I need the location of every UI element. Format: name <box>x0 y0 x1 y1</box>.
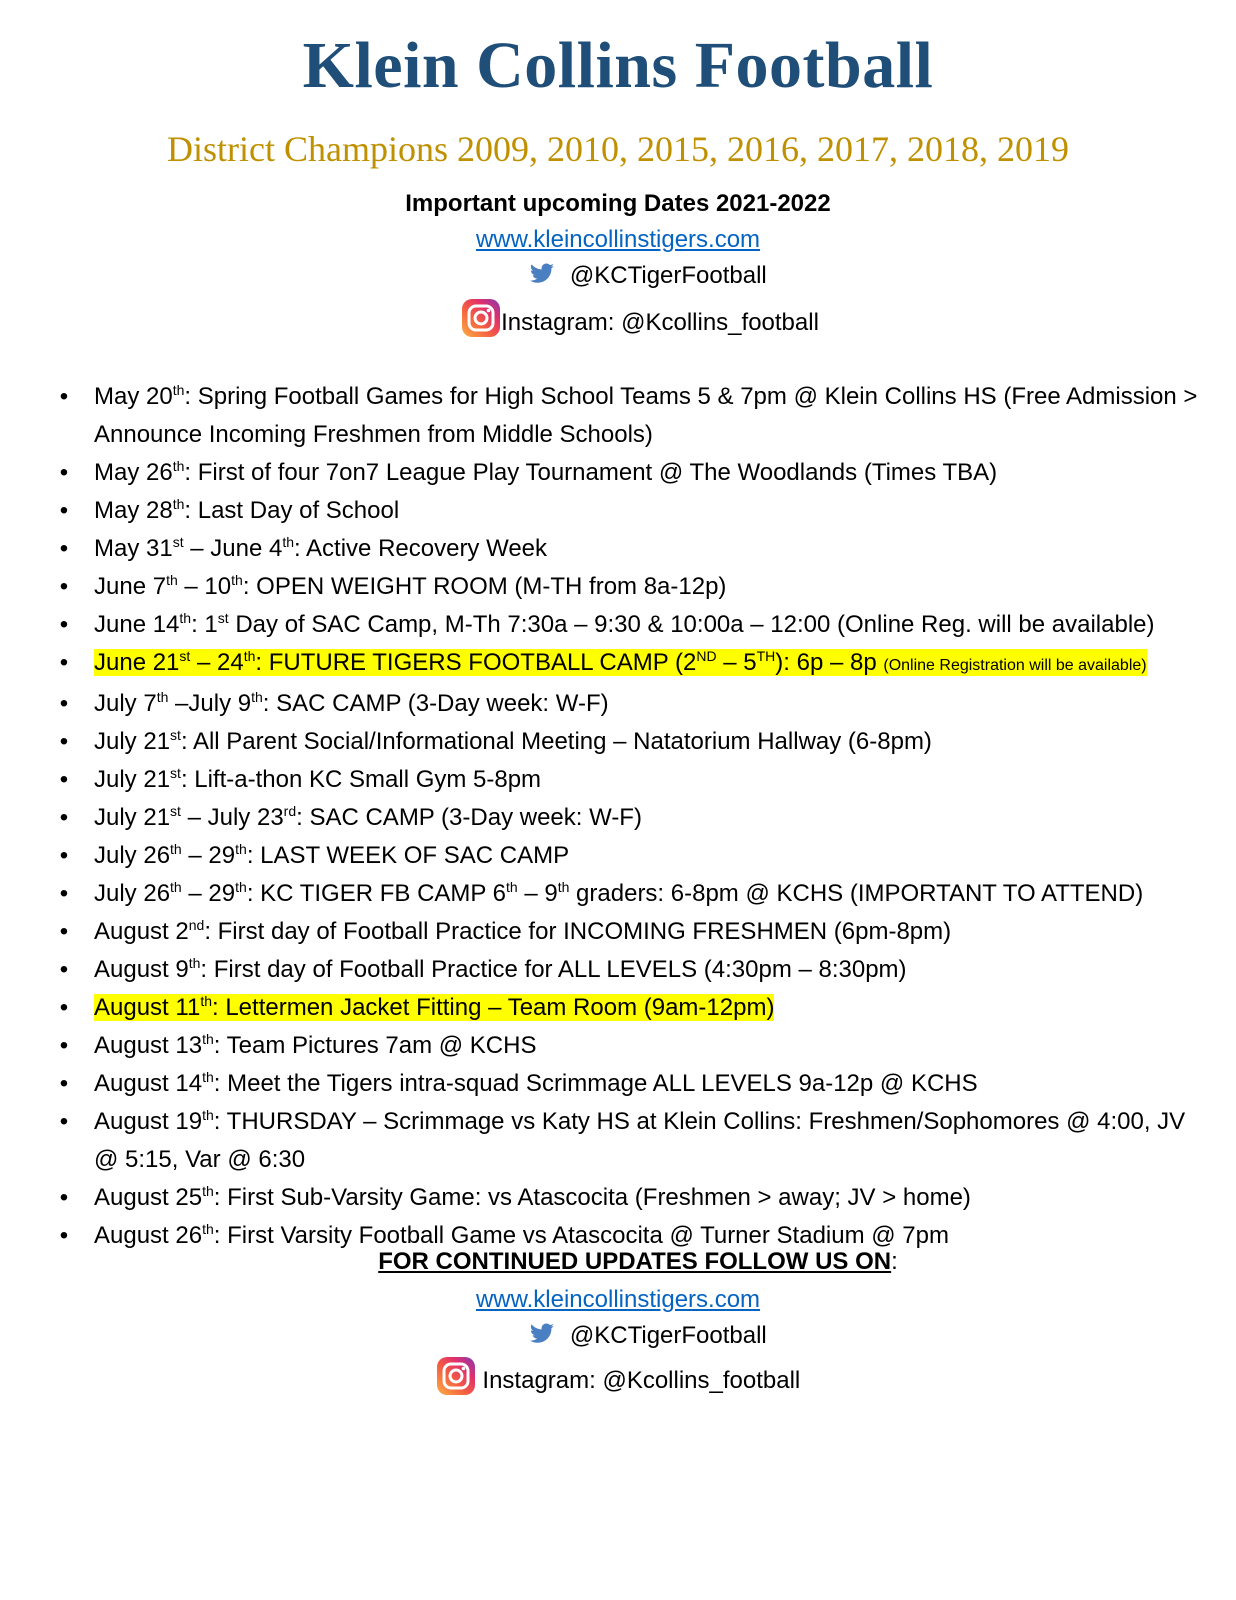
ordinal-suffix: ND <box>696 648 717 664</box>
event-item <box>58 837 1208 875</box>
event-text-part: : First Varsity Football Game vs Atascocita @ Turner Stadium @ 7pm <box>213 1222 949 1249</box>
ordinal-suffix: th <box>202 1221 214 1237</box>
header-twitter-handle[interactable]: @KCTigerFootball <box>569 262 767 289</box>
event-text-part: : First Sub-Varsity Game: vs Atascocita (Freshmen > away; JV > home) <box>213 1184 971 1211</box>
dates-heading: Important upcoming Dates 2021-2022 <box>405 190 831 217</box>
footer-twitter-handle[interactable]: @KCTigerFootball <box>569 1322 767 1349</box>
bullet-icon: • <box>59 573 69 600</box>
event-text-part: : SAC CAMP (3-Day week: W-F) <box>262 690 609 717</box>
event-text-part: June 21 <box>94 649 180 676</box>
ordinal-suffix: rd <box>283 803 297 819</box>
bullet-icon: • <box>59 956 69 983</box>
ordinal-suffix: th <box>505 879 518 895</box>
bullet-icon: • <box>59 804 69 831</box>
event-item <box>58 951 1208 989</box>
event-text-part: : LAST WEEK OF SAC CAMP <box>246 842 570 869</box>
event-text <box>94 880 1143 907</box>
bullet-icon: • <box>59 459 69 486</box>
twitter-bird-icon <box>529 263 555 285</box>
event-text <box>94 1184 971 1211</box>
bullet-icon: • <box>59 383 69 410</box>
page-title: Klein Collins Football <box>302 29 934 102</box>
event-text-part: : First day of Football Practice for ALL LEVELS (4:30pm – 8:30pm) <box>200 956 907 983</box>
bullet-icon: • <box>59 880 69 907</box>
event-text-part: – July 23 <box>180 804 284 831</box>
instagram-icon <box>461 298 501 338</box>
bullet-icon: • <box>59 1032 69 1059</box>
event-text-part: July 7 <box>94 690 157 717</box>
event-text-part: May 31 <box>94 535 173 562</box>
ordinal-suffix: TH <box>756 648 776 664</box>
ordinal-suffix: st <box>170 803 181 819</box>
ordinal-suffix: th <box>170 841 182 857</box>
updates-colon: : <box>891 1248 898 1275</box>
event-text-part: June 7 <box>94 573 167 600</box>
event-text-part: – 29 <box>181 842 236 869</box>
event-text-part: : First day of Football Practice for INCOMING FRESHMEN (6pm-8pm) <box>204 918 952 945</box>
event-text-part: : Meet the Tigers intra-squad Scrimmage ALL LEVELS 9a-12p @ KCHS <box>213 1070 978 1097</box>
event-text <box>94 804 642 831</box>
event-item <box>58 761 1208 799</box>
registration-note: (Online Registration will be available) <box>883 657 1147 674</box>
event-text-part: July 26 <box>94 880 171 907</box>
event-text-part: August 25 <box>94 1184 203 1211</box>
event-text-part: – June 4 <box>183 535 283 562</box>
event-text <box>94 383 1197 448</box>
event-text-part: : Team Pictures 7am @ KCHS <box>213 1032 537 1059</box>
bullet-icon: • <box>59 1070 69 1097</box>
event-text-part: July 21 <box>94 804 171 831</box>
ordinal-suffix: th <box>282 534 295 550</box>
event-text <box>94 1108 1185 1173</box>
ordinal-suffix: th <box>200 993 212 1009</box>
event-text-part: : OPEN WEIGHT ROOM (M-TH from 8a-12p) <box>242 573 727 600</box>
bullet-icon: • <box>59 1222 69 1249</box>
event-text-part: – 24 <box>190 649 244 676</box>
bullet-icon: • <box>59 728 69 755</box>
ordinal-suffix: th <box>179 610 192 626</box>
event-item <box>58 530 1208 568</box>
bullet-icon: • <box>59 994 69 1021</box>
ordinal-suffix: st <box>179 648 191 664</box>
ordinal-suffix: th <box>172 382 185 398</box>
bullet-icon: • <box>59 535 69 562</box>
event-text <box>94 1032 536 1059</box>
event-text-part: : FUTURE TIGERS FOOTBALL CAMP (2 <box>255 649 697 676</box>
events-list <box>58 378 1208 1255</box>
bullet-icon: • <box>59 497 69 524</box>
ordinal-suffix: th <box>235 841 247 857</box>
ordinal-suffix: th <box>172 496 185 512</box>
event-item <box>58 1065 1208 1103</box>
footer-instagram-row <box>0 1356 1236 1396</box>
event-item <box>58 454 1208 492</box>
event-text-part: August 11 <box>94 994 201 1021</box>
event-text-part: : THURSDAY – Scrimmage vs Katy HS at Klein Collins: Freshmen/Sophomores @ 4:00, JV @ 5:15, Var @ 6:30 <box>94 1108 1186 1173</box>
ordinal-suffix: st <box>170 765 181 781</box>
ordinal-suffix: th <box>172 458 185 474</box>
ordinal-suffix: th <box>251 689 263 705</box>
ordinal-suffix: th <box>235 879 247 895</box>
bullet-icon: • <box>59 690 69 717</box>
event-item <box>58 723 1208 761</box>
ordinal-suffix: th <box>202 1069 214 1085</box>
header-instagram-handle[interactable]: Instagram: @Kcollins_football <box>501 309 819 336</box>
bullet-icon: • <box>59 611 69 638</box>
event-text-part: Day of SAC Camp, M-Th 7:30a – 9:30 & 10:00a – 12:00 (Online Reg. will be available) <box>228 611 1155 638</box>
event-item <box>58 1027 1208 1065</box>
footer-website-link[interactable]: www.kleincollinstigers.com <box>475 1286 761 1313</box>
ordinal-suffix: th <box>231 572 243 588</box>
event-text <box>94 649 1147 676</box>
event-text <box>94 728 932 755</box>
event-item <box>58 1179 1208 1217</box>
event-text-part: : Last Day of School <box>184 497 400 524</box>
header-website-row <box>0 226 1236 254</box>
event-text <box>94 535 547 562</box>
event-text-part: graders: 6-8pm @ KCHS (IMPORTANT TO ATTEND) <box>569 880 1144 907</box>
event-text-part: : Spring Football Games for High School Teams 5 & 7pm @ Klein Collins HS (Free Admission > Announce Incoming Freshmen from Middle Schools) <box>94 383 1198 448</box>
event-text-part: : SAC CAMP (3-Day week: W-F) <box>296 804 642 831</box>
event-text-part: July 21 <box>94 766 171 793</box>
ordinal-suffix: th <box>202 1183 214 1199</box>
event-text-part: – 5 <box>716 649 757 676</box>
event-text-part: August 26 <box>94 1222 203 1249</box>
updates-row <box>0 1248 1236 1276</box>
event-text <box>94 690 609 717</box>
event-text-part: : KC TIGER FB CAMP 6 <box>246 880 506 907</box>
event-item <box>58 378 1208 454</box>
ordinal-suffix: th <box>166 572 178 588</box>
event-text-part: August 14 <box>94 1070 203 1097</box>
updates-label: FOR CONTINUED UPDATES FOLLOW US ON <box>378 1248 892 1275</box>
event-text-part: – 10 <box>177 573 232 600</box>
event-item <box>58 1103 1208 1179</box>
ordinal-suffix: st <box>170 727 181 743</box>
event-item <box>58 492 1208 530</box>
ordinal-suffix: th <box>156 689 169 705</box>
ordinal-suffix: th <box>243 648 256 664</box>
twitter-bird-icon <box>529 1323 555 1345</box>
ordinal-suffix: th <box>557 879 570 895</box>
bullet-icon: • <box>59 766 69 793</box>
footer-twitter-row <box>0 1322 1236 1350</box>
page-subtitle: District Champions 2009, 2010, 2015, 2016, 2017, 2018, 2019 <box>167 129 1069 169</box>
event-text-part: – 29 <box>181 880 236 907</box>
event-text <box>94 1070 978 1097</box>
event-text <box>94 1222 949 1249</box>
header-twitter-row <box>0 262 1236 290</box>
event-text-part: July 26 <box>94 842 171 869</box>
event-text-part: – 9 <box>517 880 558 907</box>
ordinal-suffix: th <box>188 955 201 971</box>
footer-instagram-handle[interactable]: Instagram: @Kcollins_football <box>482 1367 801 1394</box>
event-text-part: August 19 <box>94 1108 203 1135</box>
bullet-icon: • <box>59 649 69 676</box>
ordinal-suffix: th <box>202 1031 214 1047</box>
event-text-part: August 13 <box>94 1032 203 1059</box>
event-text <box>94 918 951 945</box>
ordinal-suffix: st <box>172 534 184 550</box>
event-text-part: –July 9 <box>168 690 252 717</box>
event-text <box>94 573 726 600</box>
event-text-part: : Lettermen Jacket Fitting – Team Room (9am-12pm) <box>212 994 775 1021</box>
event-text-part: May 26 <box>94 459 173 486</box>
ordinal-suffix: th <box>202 1107 214 1123</box>
event-text <box>94 956 907 983</box>
bullet-icon: • <box>59 1108 69 1135</box>
event-item <box>58 913 1208 951</box>
ordinal-suffix: nd <box>188 917 205 933</box>
ordinal-suffix: th <box>170 879 182 895</box>
event-text-part: June 14 <box>94 611 180 638</box>
event-item <box>58 644 1208 685</box>
instagram-icon <box>436 1356 476 1396</box>
event-text-part: August 9 <box>94 956 189 983</box>
event-item <box>58 989 1208 1027</box>
event-text <box>94 497 399 524</box>
footer-website-row <box>0 1286 1236 1314</box>
event-item <box>58 568 1208 606</box>
ordinal-suffix: st <box>217 610 229 626</box>
event-text-part: May 28 <box>94 497 173 524</box>
header-instagram-row <box>0 298 1236 338</box>
event-item <box>58 875 1208 913</box>
event-text <box>94 994 774 1021</box>
event-item <box>58 606 1208 644</box>
event-text-part: : Lift-a-thon KC Small Gym 5-8pm <box>180 766 542 793</box>
event-text <box>94 611 1155 638</box>
event-text-part: : First of four 7on7 League Play Tournament @ The Woodlands (Times TBA) <box>184 459 998 486</box>
event-text-part: ): 6p – 8p <box>775 649 877 676</box>
bullet-icon: • <box>59 1184 69 1211</box>
event-text-part: : 1 <box>191 611 218 638</box>
event-text <box>94 842 569 869</box>
event-text <box>94 459 997 486</box>
event-text-part: : All Parent Social/Informational Meeting – Natatorium Hallway (6-8pm) <box>180 728 932 755</box>
bullet-icon: • <box>59 918 69 945</box>
event-text-part: May 20 <box>94 383 173 410</box>
event-item <box>58 799 1208 837</box>
event-text-part: July 21 <box>94 728 171 755</box>
event-item <box>58 685 1208 723</box>
bullet-icon: • <box>59 842 69 869</box>
event-text-part: : Active Recovery Week <box>294 535 548 562</box>
header-website-link[interactable]: www.kleincollinstigers.com <box>475 226 761 253</box>
event-text-part: August 2 <box>94 918 189 945</box>
event-text <box>94 766 541 793</box>
